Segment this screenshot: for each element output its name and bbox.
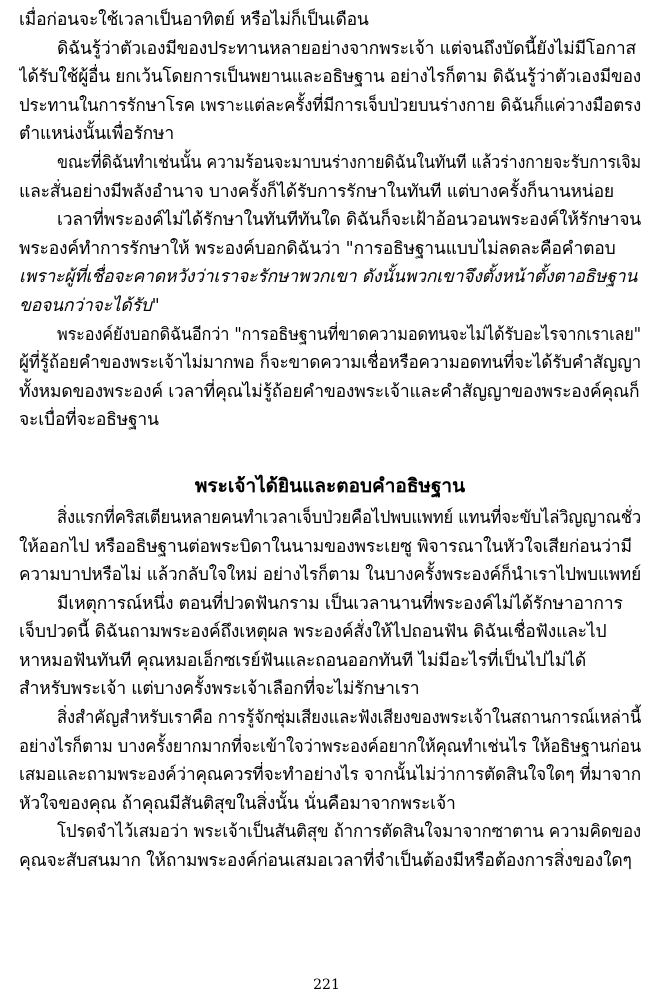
body-line: อย่างไรก็ตาม บางครั้งยากมากที่จะเข้าใจว่าพระองค์อยากให้คุณทำเช่นไร ให้อธิษฐานก่อน: [19, 736, 641, 757]
paragraph-first-line: พระองค์ยังบอกดิฉันอีกว่า "การอธิษฐานที่ขาดความอดทนจะไม่ได้รับอะไรจากเราเลย": [57, 324, 641, 345]
paragraph-first-line: สิ่งสำคัญสำหรับเราคือ การรู้จักซุ่มเสียงและฟังเสียงของพระเจ้าในสถานการณ์เหล่านี้: [57, 708, 641, 729]
body-line: ได้รับใช้ผู้อื่น ยกเว้นโดยการเป็นพยานและอธิษฐาน อย่างไรก็ตาม ดิฉันรู้ว่าตัวเองมีของ: [19, 67, 641, 88]
body-line: และสั่นอย่างมีพลังอำนาจ บางครั้งก็ได้รับการรักษาในทันที แต่บางครั้งก็นานหน่อย: [19, 181, 614, 202]
paragraph-first-line: โปรดจำไว้เสมอว่า พระเจ้าเป็นสันติสุข ถ้าการตัดสินใจมาจากซาตาน ความคิดของ: [57, 822, 641, 843]
body-line: ทั้งหมดของพระองค์ เวลาที่คุณไม่รู้ถ้อยคำของพระเจ้าและคำสัญญาของพระองค์คุณก็: [19, 381, 640, 402]
body-line: จะเบื่อที่จะอธิษฐาน: [19, 410, 159, 431]
body-line: สำหรับพระเจ้า แต่บางครั้งพระเจ้าเลือกที่จะไม่รักษาเรา: [19, 679, 420, 700]
body-line: เจ็บปวดนี้ ดิฉันถามพระองค์ถึงเหตุผล พระองค์สั่งให้ไปถอนฟัน ดิฉันเชื่อฟังและไป: [19, 622, 607, 643]
body-line: หัวใจของคุณ ถ้าคุณมีสันติสุขในสิ่งนั้น นั่นคือมาจากพระเจ้า: [19, 793, 456, 814]
paragraph-first-line: สิ่งแรกที่คริสเตียนหลายคนทำเวลาเจ็บป่วยคือไปพบแพทย์ แทนที่จะขับไล่วิญญาณชั่ว: [57, 507, 641, 528]
page-body: [19, 6, 641, 876]
paragraph-first-line: เวลาที่พระองค์ไม่ได้รักษาในทันทีทันใด ดิฉันก็จะเฝ้าอ้อนวอนพระองค์ให้รักษาจน: [57, 210, 641, 231]
body-line: ให้ออกไป หรืออธิษฐานต่อพระบิดาในนามของพระเยซู พิจารณาในหัวใจเสียก่อนว่ามี: [19, 536, 632, 557]
quote-line: ขอจนกว่าจะได้รับ": [19, 295, 160, 316]
body-line: ประทานในการรักษาโรค เพราะแต่ละครั้งที่มีการเจ็บป่วยบนร่างกาย ดิฉันก็แค่วางมือตรง: [19, 95, 641, 116]
body-line: ผู้ที่รู้ถ้อยคำของพระเจ้าไม่มากพอ ก็จะขาดความเชื่อหรือความอดทนที่จะได้รับคำสัญญา: [19, 353, 641, 374]
body-line: หาหมอฟันทันที คุณหมอเอ็กซเรย์ฟันและถอนออกทันที ไม่มีอะไรที่เป็นไปไม่ได้: [19, 650, 587, 671]
paragraph-first-line: ดิฉันรู้ว่าตัวเองมีของประทานหลายอย่างจากพระเจ้า แต่จนถึงบัดนี้ยังไม่มีโอกาส: [57, 38, 636, 59]
page-number: 221: [313, 977, 340, 993]
body-line: ความบาปหรือไม่ แล้วกลับใจใหม่ อย่างไรก็ตาม ในบางครั้งพระองค์ก็นำเราไปพบแพทย์: [19, 565, 641, 586]
body-line: คุณจะสับสนมาก ให้ถามพระองค์ก่อนเสมอเวลาที่จำเป็นต้องมีหรือต้องการสิ่งของใดๆ: [19, 851, 632, 872]
quote-line: เพราะผู้ที่เชื่อจะคาดหวังว่าเราจะรักษาพวกเขา ดังนั้นพวกเขาจึงตั้งหน้าตั้งตาอธิษฐาน: [19, 267, 638, 288]
body-line: ตำแหน่งนั้นเพื่อรักษา: [19, 124, 175, 145]
body-line: เมื่อก่อนจะใช้เวลาเป็นอาทิตย์ หรือไม่ก็เป็นเดือน: [19, 10, 369, 30]
section-heading: พระเจ้าได้ยินและตอบคำอธิษฐาน: [194, 474, 466, 497]
paragraph-first-line: มีเหตุการณ์หนึ่ง ตอนที่ปวดฟันกราม เป็นเวลานานที่พระองค์ไม่ได้รักษาอาการ: [57, 593, 623, 614]
body-line: พระองค์ทำการรักษาให้ พระองค์บอกดิฉันว่า "การอธิษฐานแบบไม่ลดละคือคำตอบ: [19, 238, 616, 259]
body-line: เสมอและถามพระองค์ว่าคุณควรที่จะทำอย่างไร จากนั้นไม่ว่าการตัดสินใจใดๆ ที่มาจาก: [19, 765, 641, 786]
paragraph-first-line: ขณะที่ดิฉันทำเช่นนั้น ความร้อนจะมาบนร่างกายดิฉันในทันที แล้วร่างกายจะรับการเจิม: [57, 152, 641, 173]
